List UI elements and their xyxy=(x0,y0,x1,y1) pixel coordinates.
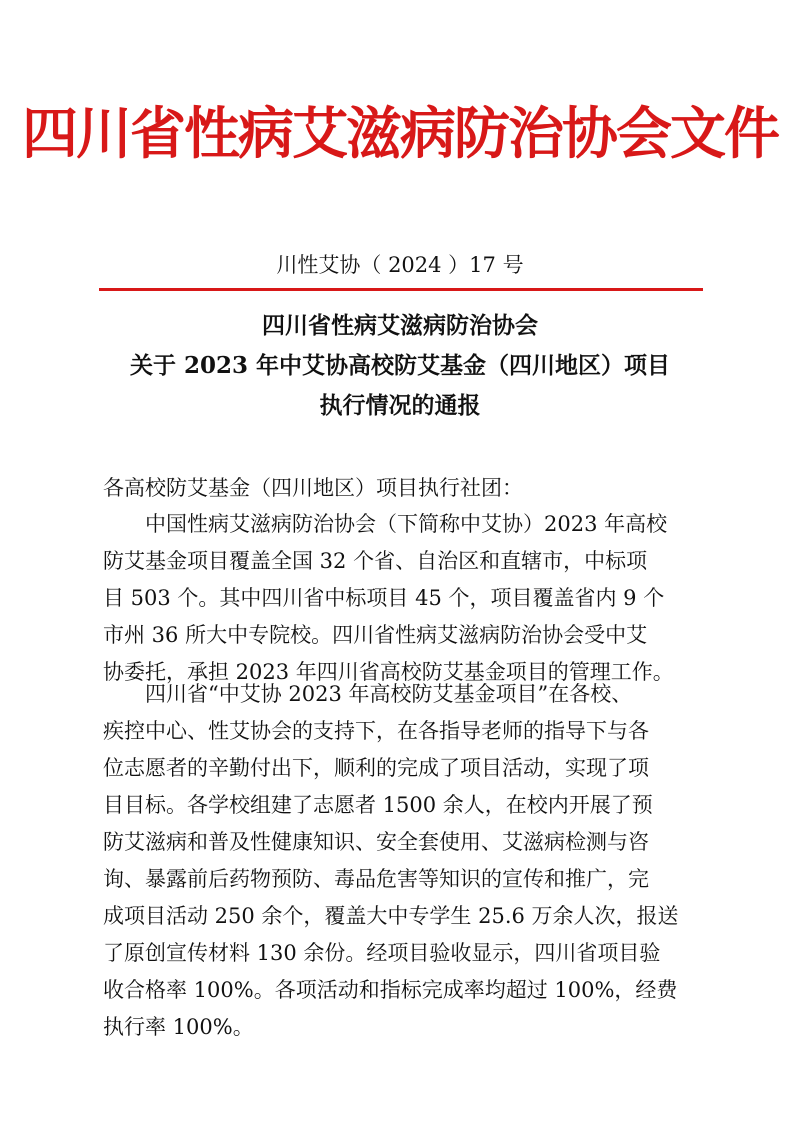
salutation: 各高校防艾基金（四川地区）项目执行社团： xyxy=(103,476,523,500)
paragraph-line: 成项目活动 250 余个，覆盖大中专学生 25.6 万余人次，报送 xyxy=(103,904,679,928)
paragraph-line: 中国性病艾滋病防治协会（下简称中艾协）2023 年高校 xyxy=(145,512,668,536)
paragraph-line: 位志愿者的辛勤付出下，顺利的完成了项目活动，实现了项 xyxy=(103,756,649,780)
paragraph-line: 疾控中心、性艾协会的支持下，在各指导老师的指导下与各 xyxy=(103,719,649,743)
body-paragraph xyxy=(103,676,707,1046)
paragraph-line: 目目标。各学校组建了志愿者 1500 余人，在校内开展了预 xyxy=(103,793,653,817)
paragraph-line: 协委托，承担 2023 年四川省高校防艾基金项目的管理工作。 xyxy=(103,660,674,684)
body-paragraph xyxy=(103,506,707,691)
document-number: 川性艾协（ 2024 ）17 号 xyxy=(276,253,524,277)
red-divider-line xyxy=(99,288,703,291)
document-title xyxy=(0,306,800,426)
title-line: 四川省性病艾滋病防治协会 xyxy=(262,312,538,339)
paragraph-line: 了原创宣传材料 130 余份。经项目验收显示，四川省项目验 xyxy=(103,941,661,965)
paragraph-line: 收合格率 100%。各项活动和指标完成率均超过 100%，经费 xyxy=(103,978,678,1002)
paragraph-line: 四川省“中艾协 2023 年高校防艾基金项目”在各校、 xyxy=(145,682,633,706)
title-line: 执行情况的通报 xyxy=(319,392,481,419)
paragraph-line: 执行率 100%。 xyxy=(103,1015,254,1039)
paragraph-line: 市州 36 所大中专院校。四川省性病艾滋病防治协会受中艾 xyxy=(103,623,648,647)
document-header-title: 四川省性病艾滋病防治协会文件 xyxy=(22,102,778,167)
title-line: 关于 2023 年中艾协高校防艾基金（四川地区）项目 xyxy=(129,352,671,379)
paragraph-line: 防艾基金项目覆盖全国 32 个省、自治区和直辖市，中标项 xyxy=(103,549,648,573)
paragraph-line: 目 503 个。其中四川省中标项目 45 个，项目覆盖省内 9 个 xyxy=(103,586,665,610)
paragraph-line: 询、暴露前后药物预防、毒品危害等知识的宣传和推广，完 xyxy=(103,867,649,891)
paragraph-line: 防艾滋病和普及性健康知识、安全套使用、艾滋病检测与咨 xyxy=(103,830,649,854)
